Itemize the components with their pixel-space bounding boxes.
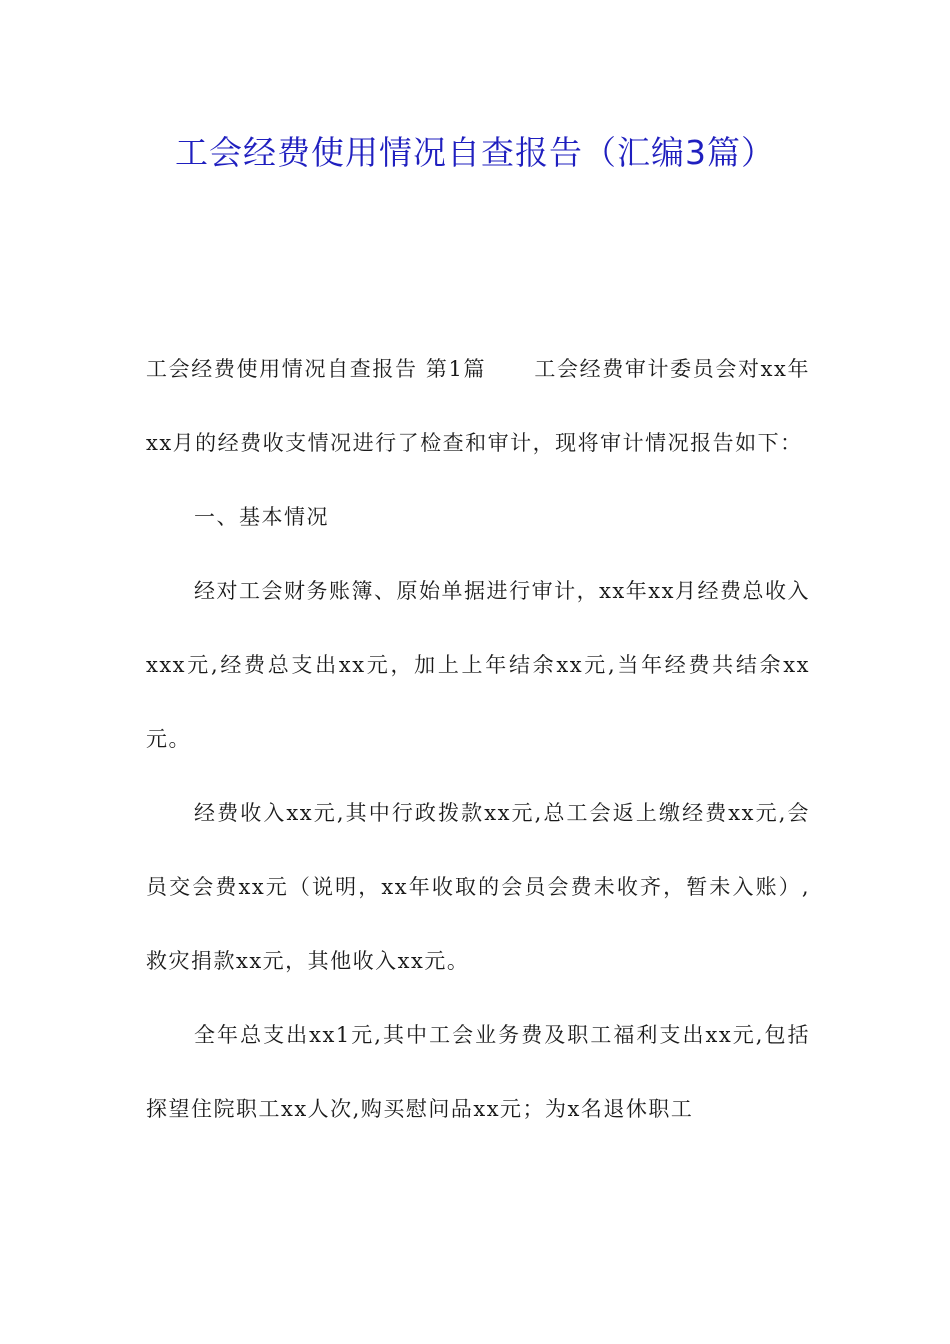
paragraph-expenditure: 全年总支出xx1元,其中工会业务费及职工福利支出xx元,包括探望住院职工xx人次,购买慰问品xx元；为x名退休职工: [146, 1023, 810, 1121]
paragraph-income: 经费收入xx元,其中行政拨款xx元,总工会返上缴经费xx元,会员交会费xx元（说明，xx年收取的会员会费未收齐，暂未入账）,救灾捐款xx元，其他收入xx元。: [146, 801, 810, 973]
paragraph-audit-summary: 经对工会财务账簿、原始单据进行审计，xx年xx月经费总收入xxx元,经费总支出xx元，加上上年结余xx元,当年经费共结余xx元。: [146, 579, 810, 751]
paragraph-basic-situation: 一、基本情况: [194, 505, 329, 529]
intro-text: 工会经费审计委员会对xx年xx月的经费收支情况进行了检查和审计，现将审计情况报告如下：: [146, 357, 810, 455]
document-title: 工会经费使用情况自查报告（汇编3篇）: [175, 133, 775, 172]
intro-paragraph: [146, 332, 810, 480]
document-body: [146, 332, 810, 1146]
section-heading: 工会经费使用情况自查报告 第1篇: [146, 357, 487, 381]
